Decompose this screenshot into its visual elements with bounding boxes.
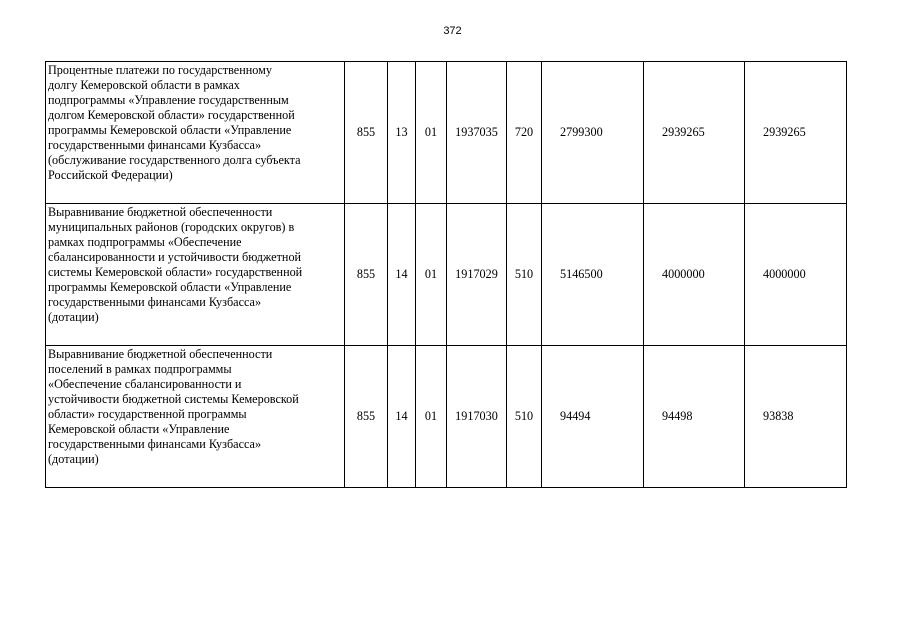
- amount-year-3: 93838: [745, 346, 847, 488]
- target-article-code: 1937035: [447, 62, 507, 204]
- expense-type-code: 510: [507, 346, 542, 488]
- amount-year-3: 2939265: [745, 62, 847, 204]
- row-description: Процентные платежи по государственному долгу Кемеровской области в рамках подпрограммы «Управление государственным долгом Кемеровской области» государственной программы Кемеровской области «Управление государственными финансами Кузбасса» (обслуживание государственного долга субъекта Российской Федерации): [46, 62, 345, 204]
- subsection-code: 01: [416, 346, 447, 488]
- amount-year-2: 94498: [644, 346, 745, 488]
- ministry-code: 855: [345, 204, 388, 346]
- section-code: 14: [388, 204, 416, 346]
- amount-year-1: 5146500: [542, 204, 644, 346]
- amount-year-1: 2799300: [542, 62, 644, 204]
- section-code: 14: [388, 346, 416, 488]
- table-row: [46, 62, 847, 204]
- budget-table: [45, 61, 847, 488]
- ministry-code: 855: [345, 346, 388, 488]
- table-row: [46, 204, 847, 346]
- expense-type-code: 720: [507, 62, 542, 204]
- ministry-code: 855: [345, 62, 388, 204]
- expense-type-code: 510: [507, 204, 542, 346]
- row-description: Выравнивание бюджетной обеспеченности поселений в рамках подпрограммы «Обеспечение сбалансированности и устойчивости бюджетной системы Кемеровской области» государственной программы Кемеровской области «Управление государственными финансами Кузбасса» (дотации): [46, 346, 345, 488]
- row-description: Выравнивание бюджетной обеспеченности муниципальных районов (городских округов) в рамках подпрограммы «Обеспечение сбалансированности и устойчивости бюджетной системы Кемеровской области» государственной программы Кемеровской области «Управление государственными финансами Кузбасса» (дотации): [46, 204, 345, 346]
- target-article-code: 1917029: [447, 204, 507, 346]
- amount-year-1: 94494: [542, 346, 644, 488]
- table-row: [46, 346, 847, 488]
- subsection-code: 01: [416, 204, 447, 346]
- page-number: 372: [443, 25, 462, 37]
- amount-year-2: 2939265: [644, 62, 745, 204]
- section-code: 13: [388, 62, 416, 204]
- amount-year-3: 4000000: [745, 204, 847, 346]
- target-article-code: 1917030: [447, 346, 507, 488]
- amount-year-2: 4000000: [644, 204, 745, 346]
- subsection-code: 01: [416, 62, 447, 204]
